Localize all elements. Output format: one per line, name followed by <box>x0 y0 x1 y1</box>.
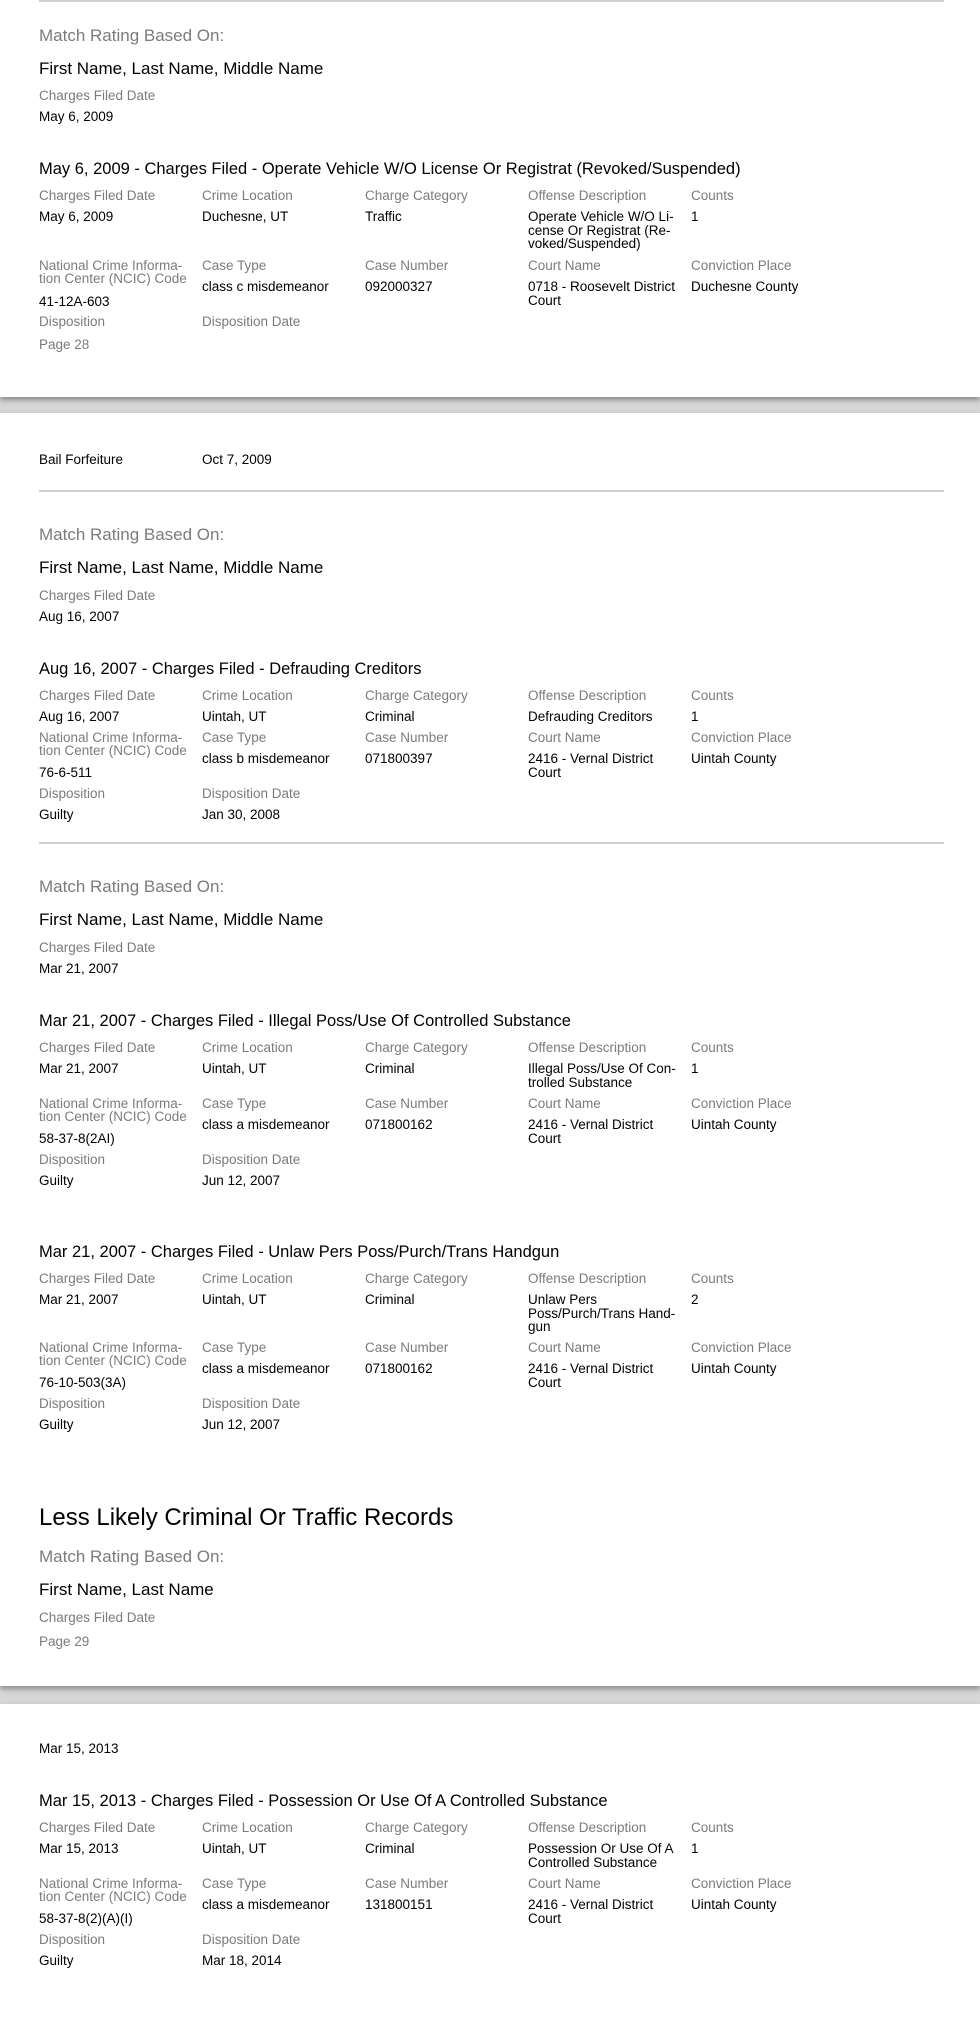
court-line: 2416 - Vernal District <box>528 1361 654 1376</box>
disposition-label: Disposition <box>39 1932 106 1947</box>
charge-category-label: Charge Category <box>365 1820 468 1835</box>
ncic-code-label <box>39 1341 187 1367</box>
offense-description-value <box>528 210 674 251</box>
case-type-value: class a misdemeanor <box>202 1897 330 1912</box>
court-line: Court <box>528 1130 562 1146</box>
crime-location-label: Crime Location <box>202 688 293 703</box>
match-rating-value: First Name, Last Name, Middle Name <box>39 558 324 577</box>
document-page-30 <box>0 1704 980 2024</box>
charges-filed-date-label: Charges Filed Date <box>39 1271 156 1286</box>
ncic-code-value: 76-6-511 <box>39 765 93 780</box>
charges-filed-date-label: Charges Filed Date <box>39 940 156 955</box>
court-name-value <box>528 752 653 779</box>
case-number-label: Case Number <box>365 1340 449 1355</box>
match-rating-label: Match Rating Based On: <box>39 26 225 45</box>
offense-description-label: Offense Description <box>528 1271 647 1286</box>
counts-value: 1 <box>691 1841 699 1856</box>
section-heading: Less Likely Criminal Or Traffic Records <box>39 1504 454 1531</box>
conviction-place-label: Conviction Place <box>691 1096 792 1111</box>
match-rating-label: Match Rating Based On: <box>39 1547 225 1566</box>
case-number-label: Case Number <box>365 258 449 273</box>
counts-value: 2 <box>691 1292 699 1307</box>
case-number-value: 071800162 <box>365 1117 433 1132</box>
charge-category-label: Charge Category <box>365 188 468 203</box>
charge-category-label: Charge Category <box>365 688 468 703</box>
record-title: May 6, 2009 - Charges Filed - Operate Vehicle W/O License Or Registrat (Revoked/Suspended) <box>39 160 741 178</box>
disposition-value: Guilty <box>39 1953 74 1968</box>
conviction-place-label: Conviction Place <box>691 730 792 745</box>
disposition-label: Disposition <box>39 786 106 801</box>
case-number-label: Case Number <box>365 730 449 745</box>
charges-filed-date-label: Charges Filed Date <box>39 88 156 103</box>
charges-filed-date-value: Mar 21, 2007 <box>39 1292 119 1307</box>
case-type-value: class c misdemeanor <box>202 279 329 294</box>
ncic-code-value: 58-37-8(2AI) <box>39 1131 115 1146</box>
court-line: 2416 - Vernal District <box>528 751 654 766</box>
charges-filed-date-label: Charges Filed Date <box>39 688 156 703</box>
conviction-place-value: Duchesne County <box>691 279 799 294</box>
court-line: 2416 - Vernal District <box>528 1897 654 1912</box>
case-number-value: 131800151 <box>365 1897 433 1912</box>
case-number-value: 071800397 <box>365 751 433 766</box>
case-type-value: class a misdemeanor <box>202 1361 330 1376</box>
disposition-date-value: Jan 30, 2008 <box>202 807 281 822</box>
court-name-label: Court Name <box>528 730 601 745</box>
offense-line: trolled Substance <box>528 1074 633 1090</box>
conviction-place-label: Conviction Place <box>691 1876 792 1891</box>
offense-description-label: Offense Description <box>528 188 647 203</box>
disposition-date-value: Oct 7, 2009 <box>202 452 272 467</box>
offense-line: Possession Or Use Of A <box>528 1841 674 1856</box>
charges-filed-date-value: May 6, 2009 <box>39 109 114 124</box>
court-name-value <box>528 1118 653 1145</box>
disposition-value: Guilty <box>39 1417 74 1432</box>
charges-filed-date-value: Aug 16, 2007 <box>39 609 120 624</box>
disposition-value: Guilty <box>39 807 74 822</box>
charges-filed-date-value: Mar 15, 2013 <box>39 1841 119 1856</box>
ncic-label-line: National Crime Informa- <box>39 1876 183 1891</box>
crime-location-value: Duchesne, UT <box>202 209 289 224</box>
disposition-value: Guilty <box>39 1173 74 1188</box>
counts-value: 1 <box>691 709 699 724</box>
disposition-date-label: Disposition Date <box>202 1396 301 1411</box>
page-number: Page 28 <box>39 337 90 352</box>
case-type-value: class b misdemeanor <box>202 751 330 766</box>
charges-filed-date-value: Aug 16, 2007 <box>39 709 120 724</box>
match-rating-label: Match Rating Based On: <box>39 525 225 544</box>
charge-category-label: Charge Category <box>365 1040 468 1055</box>
case-type-label: Case Type <box>202 730 267 745</box>
court-line: 2416 - Vernal District <box>528 1117 654 1132</box>
court-name-label: Court Name <box>528 1096 601 1111</box>
charges-filed-date-value: Mar 21, 2007 <box>39 1061 119 1076</box>
crime-location-value: Uintah, UT <box>202 1292 267 1307</box>
offense-line: Illegal Poss/Use Of Con- <box>528 1061 676 1076</box>
section-divider <box>39 842 944 844</box>
ncic-label-line: tion Center (NCIC) Code <box>39 1353 187 1368</box>
court-name-label: Court Name <box>528 1340 601 1355</box>
offense-description-label: Offense Description <box>528 1820 647 1835</box>
offense-description-value <box>528 1293 675 1334</box>
match-rating-value: First Name, Last Name, Middle Name <box>39 59 324 78</box>
offense-description-value: Defrauding Creditors <box>528 709 653 724</box>
charge-category-value: Traffic <box>365 209 402 224</box>
ncic-code-value: 41-12A-603 <box>39 294 110 309</box>
offense-line: voked/Suspended) <box>528 236 641 251</box>
ncic-label-line: National Crime Informa- <box>39 1340 183 1355</box>
disposition-label: Disposition <box>39 314 106 329</box>
disposition-date-label: Disposition Date <box>202 314 301 329</box>
court-line: Court <box>528 764 562 780</box>
charge-category-label: Charge Category <box>365 1271 468 1286</box>
section-divider <box>39 0 944 2</box>
charges-filed-date-label: Charges Filed Date <box>39 1040 156 1055</box>
offense-description-value <box>528 1062 676 1089</box>
offense-line: Operate Vehicle W/O Li- <box>528 209 674 224</box>
disposition-date-label: Disposition Date <box>202 1932 301 1947</box>
case-type-label: Case Type <box>202 1876 267 1891</box>
offense-description-value <box>528 1842 674 1869</box>
counts-label: Counts <box>691 188 734 203</box>
case-number-value: 071800162 <box>365 1361 433 1376</box>
record-title: Mar 15, 2013 - Charges Filed - Possession Or Use Of A Controlled Substance <box>39 1792 608 1810</box>
court-line: 0718 - Roosevelt District <box>528 279 676 294</box>
conviction-place-value: Uintah County <box>691 751 777 766</box>
counts-value: 1 <box>691 1061 699 1076</box>
offense-line: gun <box>528 1319 551 1334</box>
case-type-label: Case Type <box>202 258 267 273</box>
offense-description-label: Offense Description <box>528 1040 647 1055</box>
ncic-label-line: National Crime Informa- <box>39 258 183 273</box>
document-page-29 <box>0 413 980 1686</box>
ncic-label-line: National Crime Informa- <box>39 730 183 745</box>
disposition-date-label: Disposition Date <box>202 1152 301 1167</box>
disposition-value: Bail Forfeiture <box>39 452 124 467</box>
ncic-label-line: tion Center (NCIC) Code <box>39 743 187 758</box>
disposition-date-value: Jun 12, 2007 <box>202 1173 281 1188</box>
court-name-value <box>528 1362 653 1389</box>
ncic-label-line: tion Center (NCIC) Code <box>39 1889 187 1904</box>
offense-line: Poss/Purch/Trans Hand- <box>528 1305 676 1321</box>
offense-line: cense Or Registrat (Re- <box>528 222 671 238</box>
ncic-code-label <box>39 1097 187 1123</box>
counts-value: 1 <box>691 209 699 224</box>
crime-location-value: Uintah, UT <box>202 1841 267 1856</box>
charges-filed-date-value: Mar 21, 2007 <box>39 961 119 976</box>
counts-label: Counts <box>691 1820 734 1835</box>
counts-label: Counts <box>691 1271 734 1286</box>
ncic-code-value: 58-37-8(2)(A)(I) <box>39 1911 133 1926</box>
charges-filed-date-label: Charges Filed Date <box>39 188 156 203</box>
document-page-28 <box>0 0 980 397</box>
case-type-label: Case Type <box>202 1096 267 1111</box>
charge-category-value: Criminal <box>365 1841 415 1856</box>
crime-location-label: Crime Location <box>202 1271 293 1286</box>
match-rating-value: First Name, Last Name <box>39 1580 214 1599</box>
court-line: Court <box>528 1910 562 1926</box>
disposition-date-value: Mar 18, 2014 <box>202 1953 282 1968</box>
charge-category-value: Criminal <box>365 1292 415 1307</box>
disposition-label: Disposition <box>39 1152 106 1167</box>
charges-filed-date-label: Charges Filed Date <box>39 1820 156 1835</box>
conviction-place-value: Uintah County <box>691 1117 777 1132</box>
ncic-label-line: tion Center (NCIC) Code <box>39 1109 187 1124</box>
conviction-place-label: Conviction Place <box>691 1340 792 1355</box>
counts-label: Counts <box>691 688 734 703</box>
charges-filed-date-value: Mar 15, 2013 <box>39 1741 119 1756</box>
court-line: Court <box>528 1374 562 1390</box>
court-line: Court <box>528 292 562 308</box>
case-type-value: class a misdemeanor <box>202 1117 330 1132</box>
crime-location-value: Uintah, UT <box>202 1061 267 1076</box>
disposition-date-label: Disposition Date <box>202 786 301 801</box>
offense-description-label: Offense Description <box>528 688 647 703</box>
court-name-label: Court Name <box>528 258 601 273</box>
ncic-label-line: National Crime Informa- <box>39 1096 183 1111</box>
crime-location-value: Uintah, UT <box>202 709 267 724</box>
case-number-value: 092000327 <box>365 279 433 294</box>
crime-location-label: Crime Location <box>202 1040 293 1055</box>
court-name-value <box>528 1898 653 1925</box>
record-title: Mar 21, 2007 - Charges Filed - Illegal Poss/Use Of Controlled Substance <box>39 1012 571 1030</box>
section-divider <box>39 490 944 492</box>
conviction-place-value: Uintah County <box>691 1361 777 1376</box>
court-name-value <box>528 280 675 307</box>
charge-category-value: Criminal <box>365 1061 415 1076</box>
offense-line: Controlled Substance <box>528 1854 658 1870</box>
ncic-code-value: 76-10-503(3A) <box>39 1375 127 1390</box>
charges-filed-date-value: May 6, 2009 <box>39 209 114 224</box>
match-rating-value: First Name, Last Name, Middle Name <box>39 910 324 929</box>
ncic-code-label <box>39 731 187 757</box>
ncic-label-line: tion Center (NCIC) Code <box>39 271 187 286</box>
disposition-label: Disposition <box>39 1396 106 1411</box>
record-title: Aug 16, 2007 - Charges Filed - Defrauding Creditors <box>39 660 422 678</box>
case-number-label: Case Number <box>365 1096 449 1111</box>
case-type-label: Case Type <box>202 1340 267 1355</box>
page-number: Page 29 <box>39 1634 90 1649</box>
crime-location-label: Crime Location <box>202 188 293 203</box>
charge-category-value: Criminal <box>365 709 415 724</box>
conviction-place-value: Uintah County <box>691 1897 777 1912</box>
record-title: Mar 21, 2007 - Charges Filed - Unlaw Pers Poss/Purch/Trans Handgun <box>39 1243 560 1261</box>
charges-filed-date-label: Charges Filed Date <box>39 1610 156 1625</box>
case-number-label: Case Number <box>365 1876 449 1891</box>
conviction-place-label: Conviction Place <box>691 258 792 273</box>
court-name-label: Court Name <box>528 1876 601 1891</box>
disposition-date-value: Jun 12, 2007 <box>202 1417 281 1432</box>
charges-filed-date-label: Charges Filed Date <box>39 588 156 603</box>
ncic-code-label <box>39 1877 187 1903</box>
offense-line: Unlaw Pers <box>528 1292 598 1307</box>
counts-label: Counts <box>691 1040 734 1055</box>
match-rating-label: Match Rating Based On: <box>39 877 225 896</box>
crime-location-label: Crime Location <box>202 1820 293 1835</box>
ncic-code-label <box>39 259 187 285</box>
